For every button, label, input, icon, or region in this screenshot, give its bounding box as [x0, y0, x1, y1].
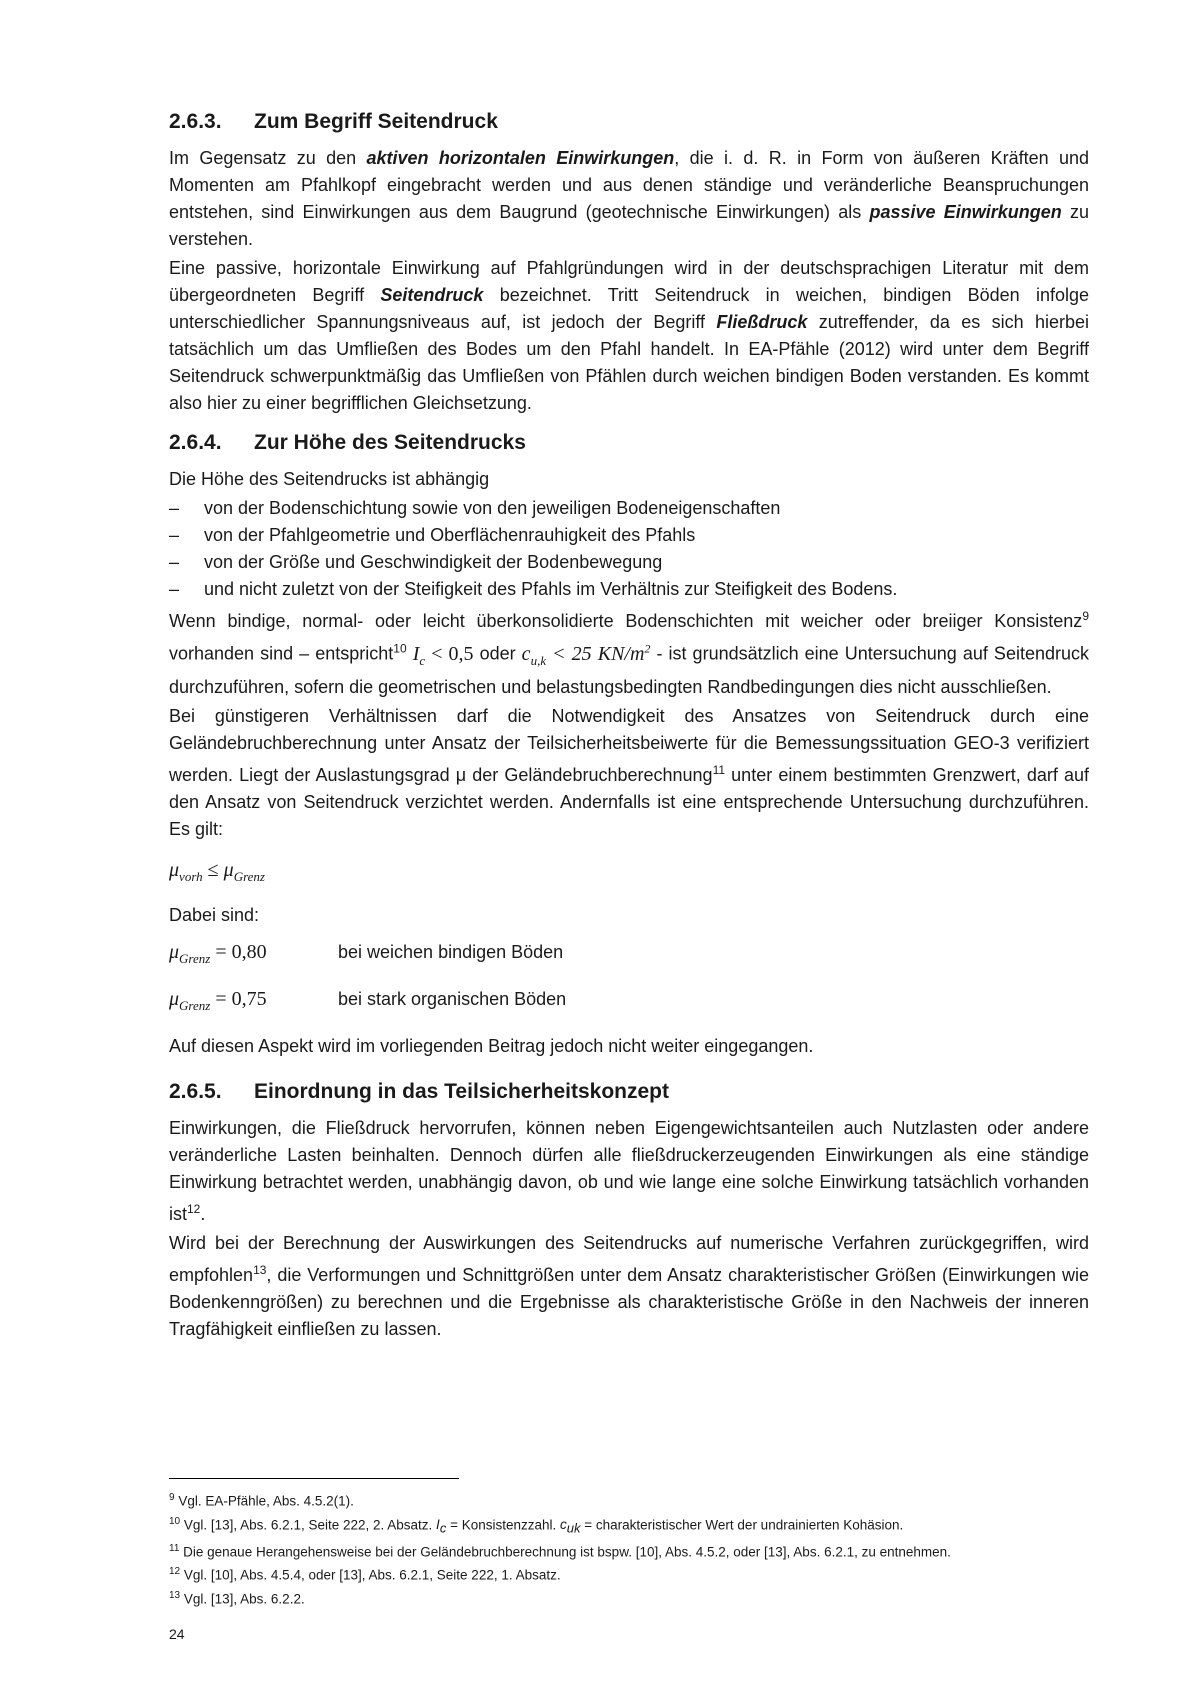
definition-text: bei weichen bindigen Böden	[338, 941, 564, 962]
inline-formula: $c_{u,k} < 25$ $KN/m^2$	[521, 641, 651, 668]
text: .	[200, 1203, 206, 1224]
footnote: $^{13}$ Vgl. [13], Abs. 6.2.2.	[169, 1589, 305, 1607]
footnote-ref: 11	[712, 762, 726, 777]
definition-row: $\mu_{Grenz} = 0,80$ bei weichen bindigen Böden	[169, 939, 1089, 972]
text: unter einem bestimmten Grenzwert, darf auf den Ansatz von Seitendruck verzichtet werden. Andernfalls ist eine entsprechende Untersuchung durchzuführen. Es gilt:	[169, 764, 1090, 839]
definition-row: $\mu_{Grenz} = 0,75$ bei stark organischen Böden	[169, 986, 1089, 1019]
text: Einwirkungen, die Fließdruck hervorrufen, können neben Eigengewichtsanteilen auch Nutzlasten oder andere veränderliche Lasten beinhalten. Dennoch dürfen alle fließdruckerzeugenden Einwirkungen als eine ständige Einwirkung betrachtet werden, unabhängig davon, ob und wie lange eine solche Einwirkung tatsächlich vorhanden ist	[169, 1117, 1089, 1224]
footnote: $^{10}$ Vgl. [13], Abs. 6.2.1, Seite 222, 2. Absatz. $I_c$ = Konsistenzzahl. $c_{uk}$ = charakteristischer Wert der undrainierten Kohäsion.	[169, 1515, 904, 1536]
paragraph	[169, 145, 1089, 253]
paragraph: Auf diesen Aspekt wird im vorliegenden Beitrag jedoch nicht weiter eingegangen.	[169, 1035, 814, 1056]
section-number: 2.6.3.	[169, 110, 222, 133]
footnote: $^9$ Vgl. EA-Pfähle, Abs. 4.5.2(1).	[169, 1492, 354, 1509]
page-number: 24	[169, 1626, 185, 1642]
text: zu verstehen.	[169, 202, 1090, 249]
text: Wenn bindige, normal- oder leicht überkonsolidierte Bodenschichten mit weicher oder breiiger Konsistenz	[169, 611, 1083, 631]
text: zutreffender, da es sich hierbei tatsächlich um das Umfließen des Bodes um den Pfahl handelt. In EA-Pfähle (2012) wird unter dem Begriff Seitendruck schwerpunktmäßig das Umfließen von Pfählen durch weichen bindigen Boden verstanden. Es kommt also hier zu einer begrifflichen Gleichsetzung.	[169, 312, 1089, 413]
section-title: Einordnung in das Teilsicherheitskonzept	[254, 1079, 669, 1103]
emphasis: passive Einwirkungen	[869, 202, 1062, 222]
paragraph	[169, 1115, 1089, 1228]
paragraph: Dabei sind:	[169, 904, 260, 925]
dependency-list	[169, 495, 1089, 603]
text: bezeichnet. Tritt Seitendruck in weichen, bindigen Böden infolge unterschiedlicher Spannungsniveaus auf, ist jedoch der Begriff	[169, 285, 1089, 332]
footnote-separator	[169, 1478, 459, 1479]
text: , die Verformungen und Schnittgrößen unter dem Ansatz charakteristischer Größen (Einwirkungen wie Bodenkenngrößen) zu berechnen und die Ergebnisse als charakteristische Größe in den Nachweis der inneren Tragfähigkeit einfließen zu lassen.	[169, 1264, 1089, 1339]
footnote: $^{12}$ Vgl. [10], Abs. 4.5.4, oder [13], Abs. 6.2.1, Seite 222, 1. Absatz.	[169, 1566, 561, 1583]
section-title: Zum Begriff Seitendruck	[254, 110, 498, 133]
paragraph	[169, 255, 1089, 417]
section-number: 2.6.5.	[169, 1079, 222, 1103]
footnote-ref: 10	[393, 641, 407, 656]
emphasis: Fließdruck	[716, 312, 808, 332]
section-heading-2-6-5	[169, 1078, 1089, 1106]
text: Bei günstigeren Verhältnissen darf die Notwendigkeit des Ansatzes von Seitendruck durch eine Geländebruchberechnung unter Ansatz der Teilsicherheitsbeiwerte für die Bemessungssituation GEO-3 verifiziert werden. Liegt der Auslastungsgrad μ der Geländebruchberechnung	[169, 705, 1089, 785]
text: Im Gegensatz zu den	[169, 148, 367, 168]
definition-text: bei stark organischen Böden	[338, 988, 567, 1009]
footnote-ref: 13	[253, 1262, 267, 1277]
section-heading-2-6-4	[169, 429, 1089, 457]
emphasis: aktiven horizontalen Einwirkungen	[366, 148, 675, 168]
text: vorhanden sind – entspricht	[169, 643, 394, 664]
footnote-ref: 9	[1082, 609, 1089, 623]
paragraph	[169, 603, 1089, 701]
inline-formula: $I_c < 0,5$	[412, 642, 474, 668]
section-title: Zur Höhe des Seitendrucks	[254, 431, 526, 454]
section-heading-2-6-3	[169, 108, 1089, 136]
paragraph	[169, 1230, 1089, 1343]
equation: $\mu_{vorh} \le \mu_{Grenz}$	[169, 858, 265, 884]
footnotes	[169, 1478, 1089, 1609]
emphasis: Seitendruck	[380, 285, 484, 305]
list-item: – und nicht zuletzt von der Steifigkeit des Pfahls im Verhältnis zur Steifigkeit des Bodens.	[169, 576, 1089, 603]
footnote-ref: 12	[187, 1201, 201, 1216]
list-item: – von der Bodenschichtung sowie von den jeweiligen Bodeneigenschaften	[169, 495, 1089, 522]
paragraph	[169, 703, 1089, 843]
text: Eine passive, horizontale Einwirkung auf Pfahlgründungen wird in der deutschsprachigen Literatur mit dem übergeordneten Begriff	[169, 258, 1089, 305]
list-item: – von der Größe und Geschwindigkeit der Bodenbewegung	[169, 549, 1089, 576]
footnote: $^{11}$ Die genaue Herangehensweise bei der Geländebruchberechnung ist bspw. [10], Abs. 4.5.2, oder [13], Abs. 6.2.1, zu entnehmen.	[169, 1542, 951, 1560]
section-number: 2.6.4.	[169, 431, 222, 454]
text: - ist grundsätzlich eine Untersuchung auf Seitendruck durchzuführen, sofern die geometrischen und belastungsbedingten Randbedingungen dies nicht ausschließen.	[169, 643, 1089, 697]
list-item: – von der Pfahlgeometrie und Oberflächenrauhigkeit des Pfahls	[169, 522, 1089, 549]
text: , die i. d. R. in Form von äußeren Kräften und Momenten am Pfahlkopf eingebracht werden und aus denen ständige und veränderliche Beanspruchungen entstehen, sind Einwirkungen aus dem Baugrund (geotechnische Einwirkungen) als	[169, 148, 1089, 222]
paragraph: Die Höhe des Seitendrucks ist abhängig	[169, 469, 490, 489]
page-body	[169, 108, 1089, 1345]
text: oder	[473, 643, 522, 664]
text: Wird bei der Berechnung der Auswirkungen des Seitendrucks auf numerische Verfahren zurückgegriffen, wird empfohlen	[169, 1232, 1089, 1285]
